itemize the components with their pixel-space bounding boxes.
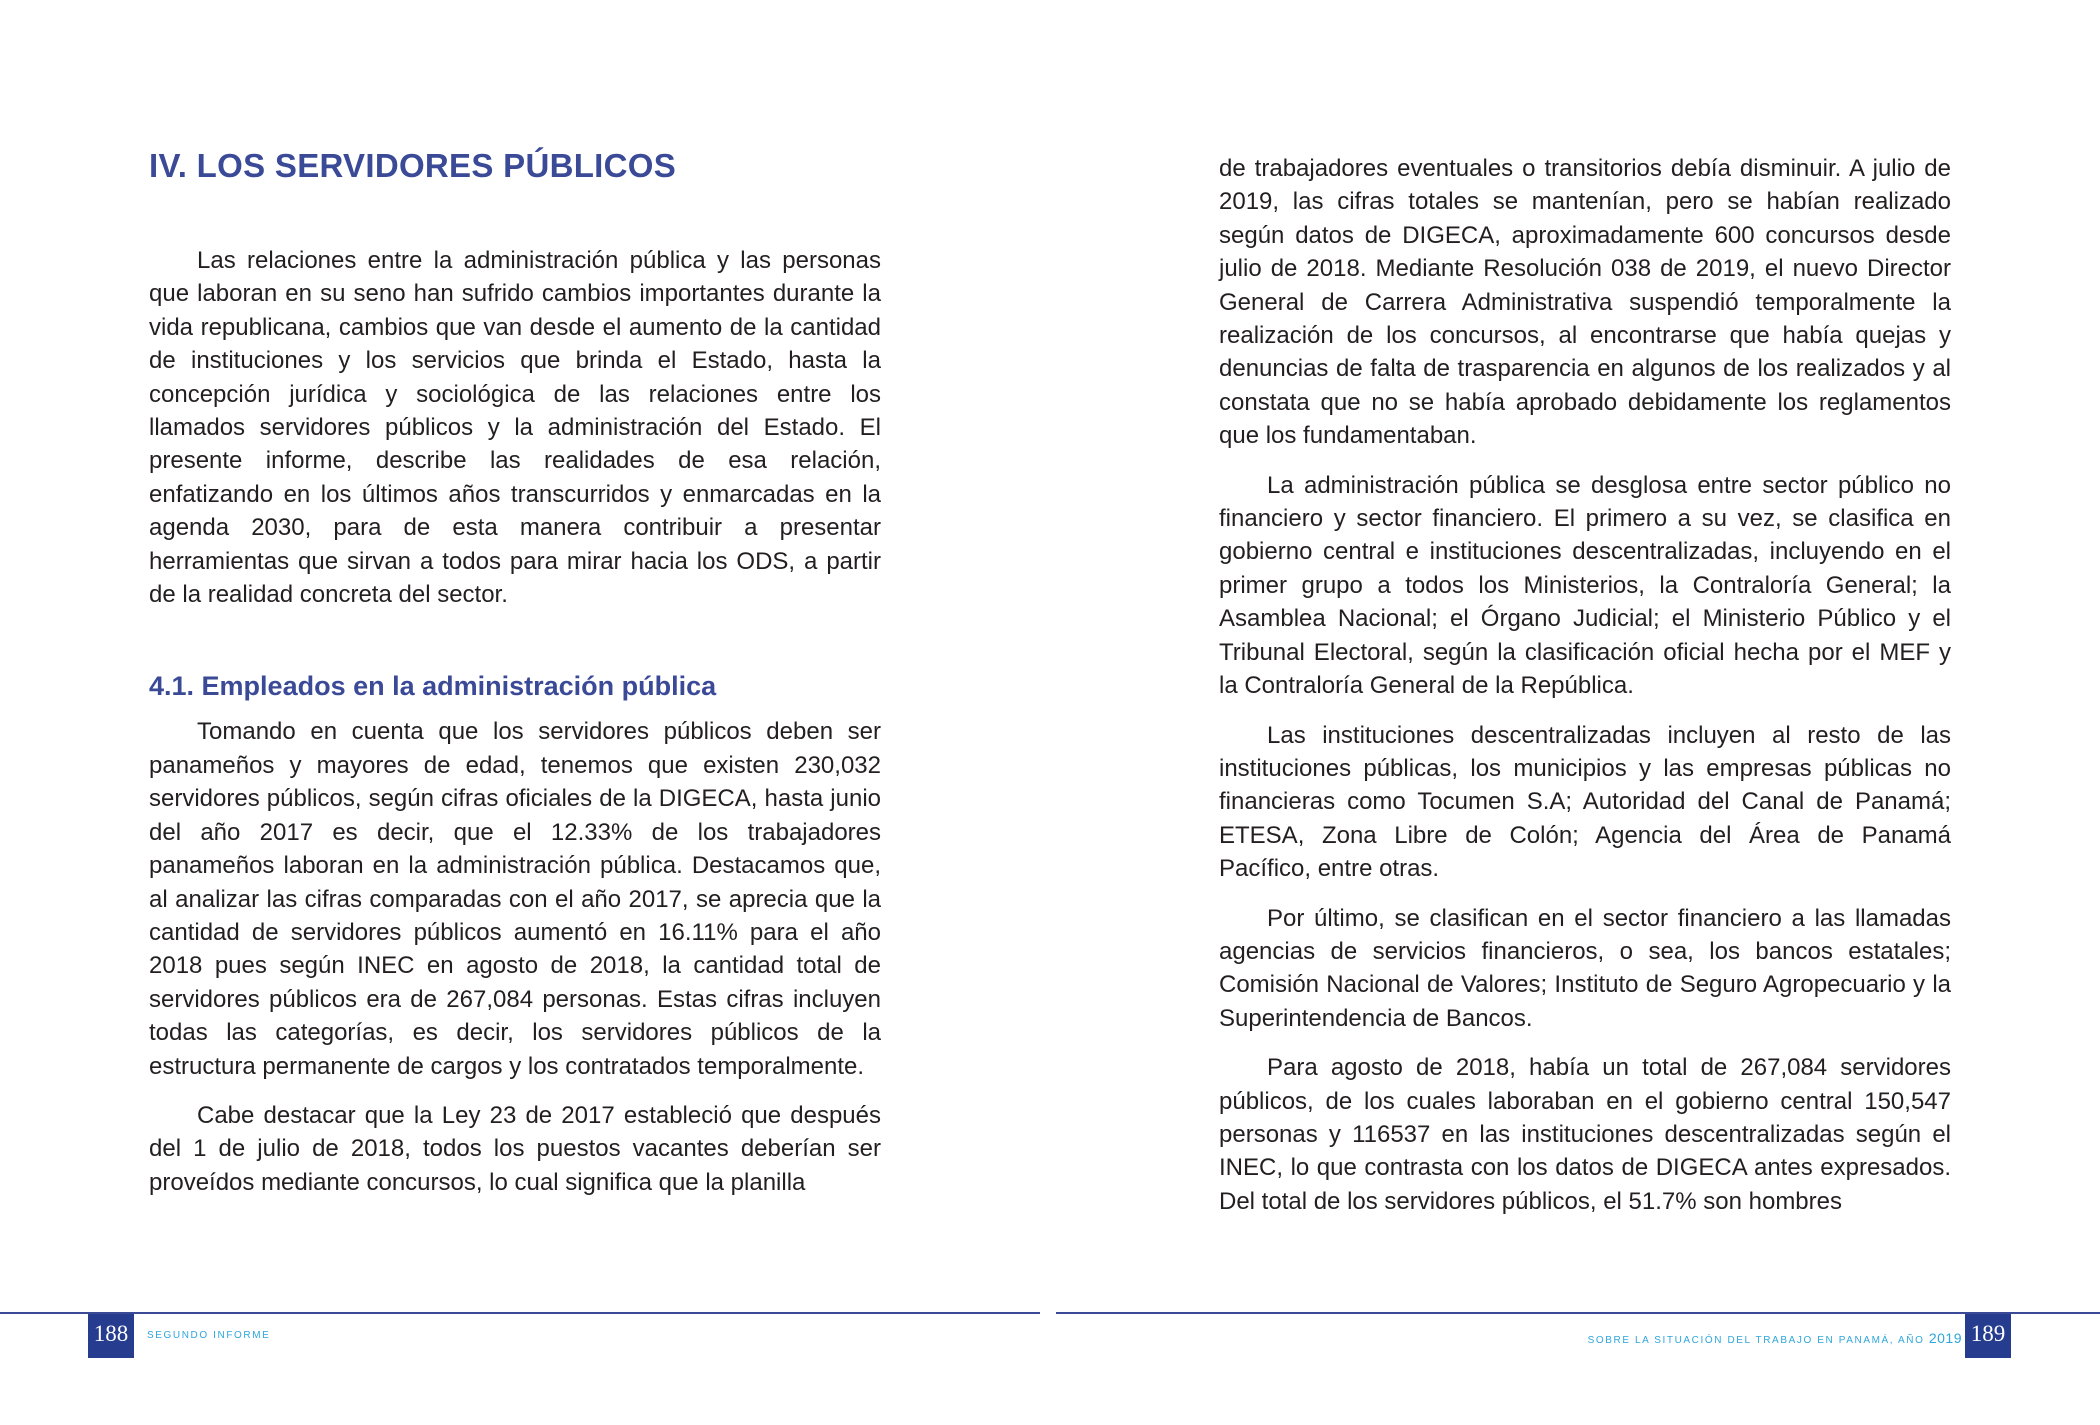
body-paragraph: La administración pública se desglosa entre sector público no financiero y sector financiero. El primero a su vez, se clasifica en gobierno central e instituciones descentralizadas, incluyendo en el primer grupo a todos los Ministerios, la Contraloría General; la Asamblea Nacional; el Órgano Judicial; el Ministerio Público y el Tribunal Electoral, según la clasificación oficial hecha por el MEF y la Contraloría General de la República. [1219,471,1951,700]
running-head-year: 2019 [1928,1330,1962,1346]
left-text-column [149,146,881,1215]
footer-rule [1056,1312,2100,1314]
footer-rule [0,1312,1040,1314]
running-head [1588,1330,1962,1346]
body-paragraph: Las instituciones descentralizadas incluyen al resto de las instituciones públicas, los municipios y las empresas públicas no financieras como Tocumen S.A; Autoridad del Canal de Panamá; ETESA, Zona Libre de Colón; Agencia del Área de Panamá Pacífico, entre otras. [1219,721,1951,883]
body-paragraph: Cabe destacar que la Ley 23 de 2017 estableció que después del 1 de julio de 2018, todos los puestos vacantes deberían ser proveídos mediante concursos, lo cual significa que la planilla [149,1101,881,1196]
page-number: 189 [1965,1314,2011,1358]
chapter-title: IV. LOS SERVIDORES PÚBLICOS [149,147,677,184]
running-head-text: SOBRE LA SITUACIÓN DEL TRABAJO EN PANAMÁ, AÑO [1587,1335,1929,1346]
body-paragraph: Para agosto de 2018, había un total de 267,084 servidores públicos, de los cuales laboraban en el gobierno central 150,547 personas y 116537 en las instituciones descentralizadas según el INEC, lo que contrasta con los datos de DIGECA antes expresados. Del total de los servidores públicos, el 51.7% son hombres [1219,1054,1951,1215]
page-number: 188 [88,1314,134,1358]
body-paragraph: Tomando en cuenta que los servidores públicos deben ser panameños y mayores de edad, tenemos que existen 230,032 servidores públicos, según cifras oficiales de la DIGECA, hasta junio del año 2017 es decir, que el 12.33% de los trabajadores panameños laboran en la administración pública. Destacamos que, al analizar las cifras comparadas con el año 2017, se aprecia que la cantidad de servidores públicos aumentó en 16.11% para el año 2018 pues según INEC en agosto de 2018, la cantidad total de servidores públicos era de 267,084 personas. Estas cifras incluyen todas las categorías, es decir, los servidores públicos de la estructura permanente de cargos y los contratados temporalmente. [149,718,881,1080]
intro-paragraph: Las relaciones entre la administración pública y las personas que laboran en su seno han sufrido cambios importantes durante la vida republicana, cambios que van desde el aumento de la cantidad de instituciones y los servicios que brinda el Estado, hasta la concepción jurídica y sociológica de las relaciones entre los llamados servidores públicos y la administración del Estado. El presente informe, describe las realidades de esa relación, enfatizando en los últimos años transcurridos y enmarcadas en la agenda 2030, para de esta manera contribuir a presentar herramientas que sirvan a todos para mirar hacia los ODS, a partir de la realidad concreta del sector. [149,247,881,609]
section-title-rest: ública [638,671,717,702]
section-title-bold: 4.1. Empleados en la administración p [149,671,639,702]
body-paragraph: Por último, se clasifican en el sector financiero a las llamadas agencias de servicios financieros, o sea, los bancos estatales; Comisión Nacional de Valores; Instituto de Seguro Agropecuario y la Superintendencia de Bancos. [1219,904,1951,1032]
running-head: SEGUNDO INFORME [147,1330,271,1341]
continuation-paragraph: de trabajadores eventuales o transitorios debía disminuir. A julio de 2019, las cifras totales se mantenían, pero se habían realizado según datos de DIGECA, aproximadamente 600 concursos desde julio de 2018. Mediante Resolución 038 de 2019, el nuevo Director General de Carrera Administrativa suspendió temporalmente la realización de los concursos, al encontrarse que había quejas y denuncias de falta de trasparencia en algunos de los realizados y al constata que no se había aprobado debidamente los reglamentos que los fundamentaban. [1219,155,1951,450]
right-page [1050,0,2100,1425]
section-title [149,669,881,703]
right-text-column [1219,152,1951,1234]
